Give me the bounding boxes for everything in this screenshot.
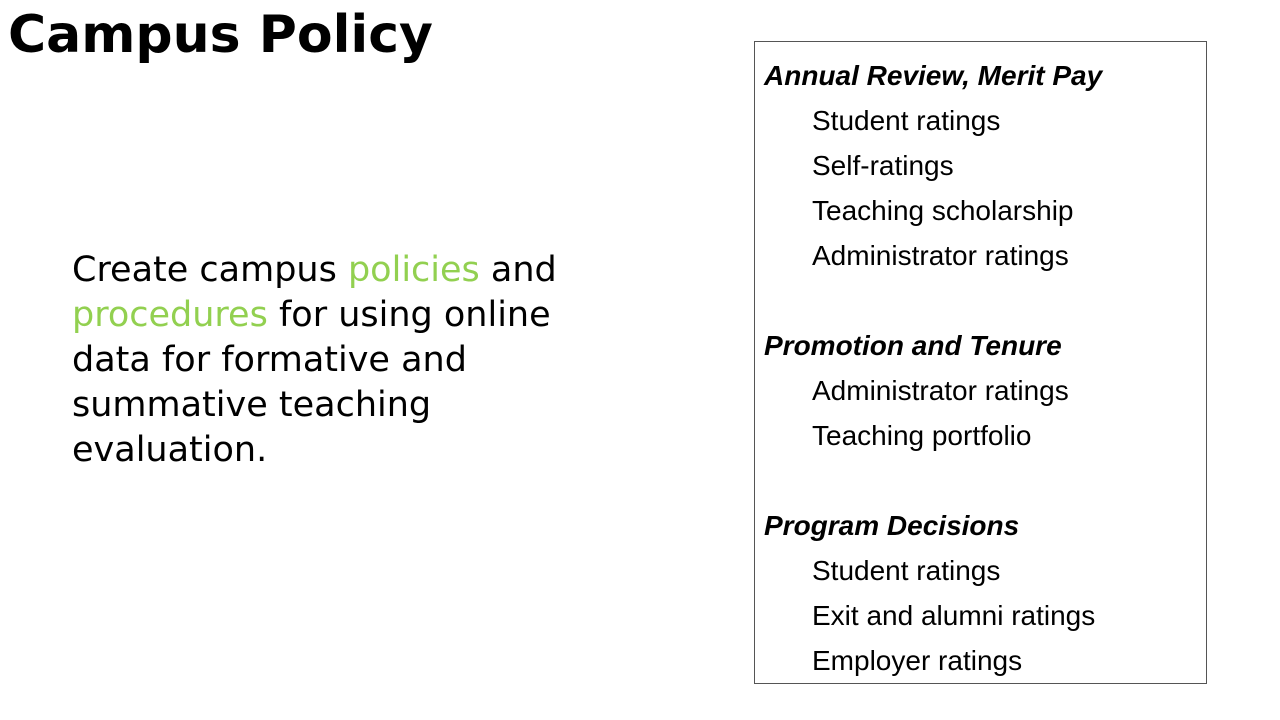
body-text-part: for using online data for formative and summative teaching evaluation. — [72, 295, 551, 470]
list-item: Teaching portfolio — [812, 420, 1032, 451]
section-item-list — [764, 548, 1206, 683]
section-item-list — [764, 98, 1206, 278]
slide-title: Campus Policy — [8, 5, 433, 65]
list-item: Teaching scholarship — [812, 195, 1074, 226]
list-item: Self-ratings — [812, 150, 954, 181]
list-item: Administrator ratings — [812, 375, 1069, 406]
slide-body-text — [72, 248, 592, 473]
list-item: Exit and alumni ratings — [812, 600, 1096, 631]
highlight-policies: policies — [347, 250, 480, 290]
section-item-list — [764, 368, 1206, 458]
section-annual-review — [764, 53, 1206, 278]
list-item: Administrator ratings — [812, 240, 1069, 271]
body-text-part: and — [479, 250, 557, 290]
section-heading: Program Decisions — [764, 510, 1020, 541]
highlight-procedures: procedures — [72, 295, 268, 335]
list-item: Employer ratings — [812, 645, 1023, 676]
section-promotion-tenure — [764, 323, 1206, 458]
section-heading: Promotion and Tenure — [764, 330, 1062, 361]
list-item: Student ratings — [812, 105, 1001, 136]
list-item: Student ratings — [812, 555, 1001, 586]
policy-box — [754, 41, 1207, 684]
section-program-decisions — [764, 503, 1206, 683]
section-heading: Annual Review, Merit Pay — [764, 60, 1103, 91]
body-text-part: Create campus — [72, 250, 348, 290]
